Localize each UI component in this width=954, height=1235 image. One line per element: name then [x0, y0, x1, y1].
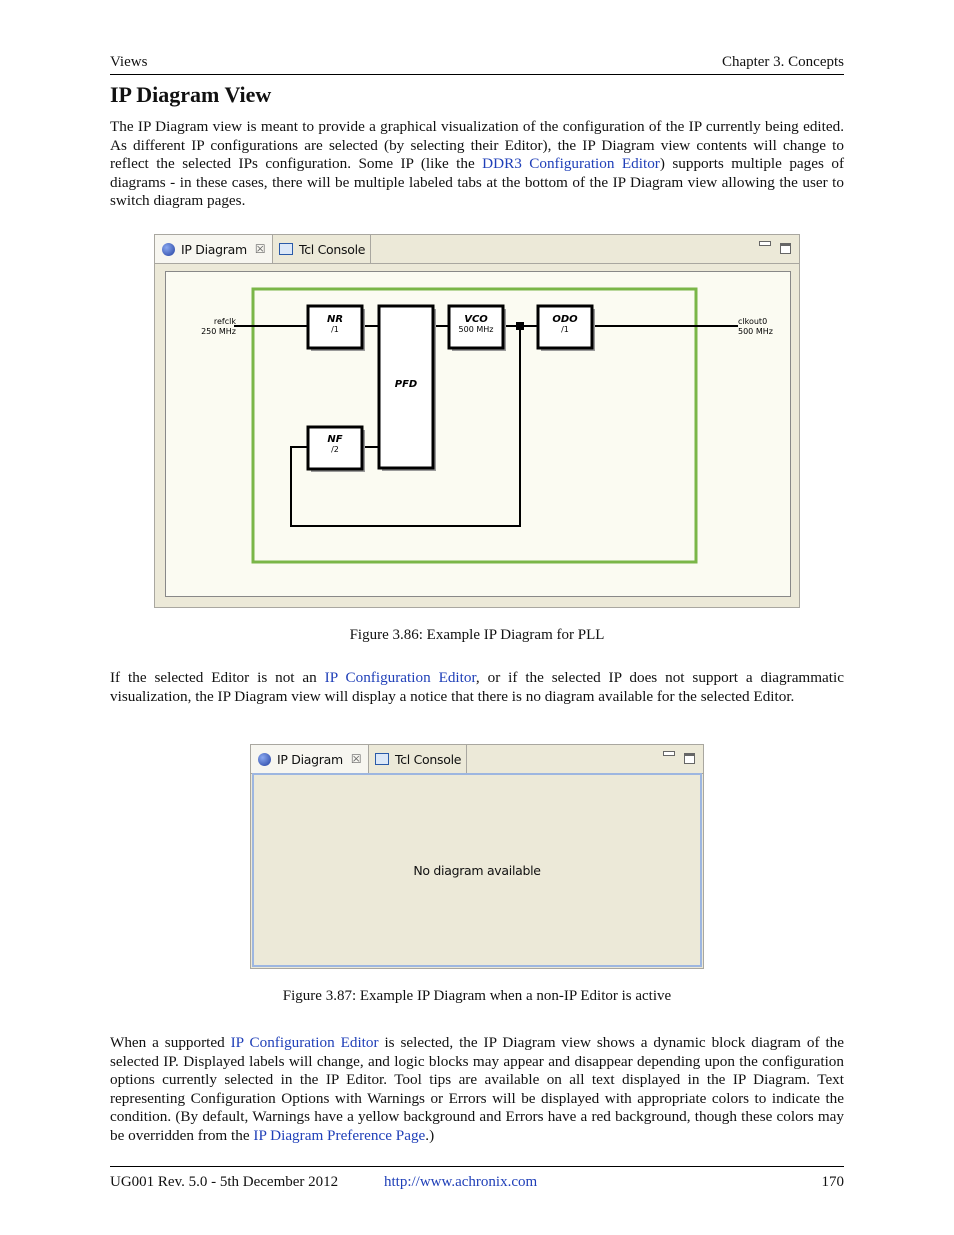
block-value: /2: [331, 445, 339, 454]
console-icon: [375, 753, 389, 765]
tab-label: Tcl Console: [395, 751, 462, 767]
tab-tcl-console[interactable]: [369, 745, 467, 773]
minimize-icon[interactable]: [759, 241, 771, 246]
close-icon[interactable]: ☒: [350, 752, 362, 766]
block-title: VCO: [464, 314, 488, 325]
block-value: 500 MHz: [458, 325, 494, 334]
clkout0-label[interactable]: [738, 317, 767, 327]
block-title: ODO: [552, 314, 578, 325]
minimize-icon[interactable]: [663, 751, 675, 756]
text: If the selected Editor is not an: [110, 669, 325, 686]
page-number: 170: [821, 1174, 844, 1190]
refclk-label[interactable]: [202, 317, 236, 327]
text: When a supported: [110, 1034, 231, 1051]
port-freq: 500 MHz: [738, 327, 773, 336]
text: ) supports multiple pages of diagrams - in these cases, there will be multiple labeled tabs at the bottom of the IP Diagram view allowing the user to switch diagram pages.: [110, 155, 844, 210]
footer-url-link[interactable]: http://www.achronix.com: [384, 1174, 538, 1190]
ip-diagram-view-window: [154, 234, 800, 608]
page-header: [110, 54, 844, 75]
paragraph-no-diagram: [110, 669, 844, 706]
block-value: /1: [331, 325, 339, 334]
block-title: NR: [326, 314, 344, 325]
ip-config-editor-link[interactable]: IP Configuration Editor: [324, 669, 476, 686]
text: The IP Diagram view is meant to provide a graphical visualization of the configuration of the IP currently being edited. As different IP configurations are selected (by selecting their Editor), the IP Diagram view contents will change to reflect the selected IPs configuration. Some IP (like the: [110, 118, 844, 173]
header-section: Views: [110, 54, 148, 70]
clkout0-freq-label[interactable]: [738, 327, 773, 337]
port-freq: 250 MHz: [201, 327, 236, 336]
diagram-canvas: [165, 271, 791, 597]
ip-diagram-preference-link[interactable]: IP Diagram Preference Page: [253, 1126, 426, 1144]
view-tab-bar: [155, 235, 799, 264]
figure-caption-1: Figure 3.86: Example IP Diagram for PLL: [349, 627, 605, 643]
pfd-label[interactable]: [379, 380, 433, 390]
paragraph-dynamic-diagram: [110, 1034, 844, 1146]
text: .): [425, 1126, 435, 1144]
refclk-freq-label[interactable]: [186, 327, 236, 337]
ip-diagram-view-window-empty: [250, 744, 704, 969]
figure-caption-2: Figure 3.87: Example IP Diagram when a non-IP Editor is active: [282, 988, 672, 1004]
maximize-icon[interactable]: [780, 243, 791, 254]
view-tab-bar: [251, 745, 703, 774]
ddr3-config-editor-link[interactable]: DDR3 Configuration Editor: [482, 155, 660, 173]
no-diagram-message: No diagram available: [413, 863, 541, 878]
vco-label[interactable]: [449, 315, 503, 335]
ip-config-editor-link[interactable]: IP Configuration Editor: [230, 1034, 379, 1051]
footer-doc-rev: UG001 Rev. 5.0 - 5th December 2012: [110, 1174, 339, 1190]
tab-label: IP Diagram: [181, 241, 247, 257]
ip-diagram-icon: [258, 753, 271, 766]
close-icon[interactable]: ☒: [254, 242, 266, 256]
page-footer: [110, 1166, 844, 1190]
ip-diagram-icon: [162, 243, 175, 256]
paragraph-intro: [110, 118, 844, 211]
tab-tcl-console[interactable]: [273, 235, 371, 263]
nf-label[interactable]: [308, 435, 362, 455]
header-chapter: Chapter 3. Concepts: [721, 54, 844, 70]
maximize-icon[interactable]: [684, 753, 695, 764]
empty-view-area: [252, 773, 702, 967]
port-name: refclk: [213, 317, 236, 326]
nr-label[interactable]: [308, 315, 362, 335]
block-title: PFD: [394, 379, 418, 390]
block-title: NF: [327, 434, 343, 445]
port-name: clkout0: [738, 317, 768, 326]
text: is selected, the IP Diagram view shows a dynamic block diagram of the selected IP. Displayed labels will change, and logic blocks may appear and disappear depending upon the configuration options currently selected in the IP Editor. Tool tips are available on all text displayed in the IP Diagram. Text representing Configuration Options with Warnings or Errors will be displayed with appropriate colors to indicate the condition. (By default, Warnings have a yellow background and Errors have a red background, though these colors may be overridden from the: [110, 1034, 844, 1144]
tab-ip-diagram[interactable]: [251, 745, 369, 773]
text: , or if the selected IP does not support a diagrammatic visualization, the IP Diagram view will display a notice that there is no diagram available for the selected Editor.: [110, 669, 844, 705]
block-value: /1: [561, 325, 569, 334]
section-title: IP Diagram View: [110, 82, 272, 107]
console-icon: [279, 243, 293, 255]
tab-label: Tcl Console: [299, 241, 366, 257]
tab-ip-diagram[interactable]: [155, 235, 273, 263]
tab-label: IP Diagram: [277, 751, 343, 767]
odo-label[interactable]: [538, 315, 592, 335]
